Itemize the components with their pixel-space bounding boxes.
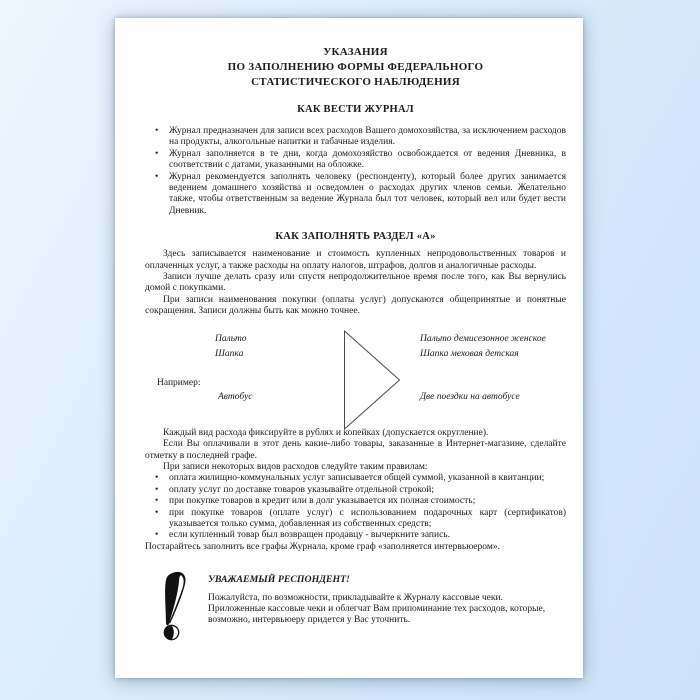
example-label: Например: [157,377,201,388]
respondent-note-body [208,571,566,627]
document-title-line: ПО ЗАПОЛНЕНИЮ ФОРМЫ ФЕДЕРАЛЬНОГО [227,61,484,73]
paragraph: Если Вы оплачивали в этот день какие-либо товары, заказанные в Интернет-магазине, сделайте отметку в последней графе. [145,439,566,461]
example-right-item: Пальто демисезонное женское [420,333,546,344]
list-item: • Журнал предназначен для записи всех расходов Вашего домохозяйства, за исключением расходов на продукты, алкогольные напитки и табачные изделия. [145,126,566,149]
rules-list [145,473,566,541]
section-a-paragraphs-after [145,428,566,474]
example-left-item: Автобус [218,391,253,402]
section-a-heading: КАК ЗАПОЛНЯТЬ РАЗДЕЛ «А» [275,231,436,243]
paragraph: Каждый вид расхода фиксируйте в рублях и копейках (допускается округление). [163,427,489,438]
document-page [115,18,583,678]
example-left-item: Пальто [215,333,247,344]
exclamation-icon [160,571,188,641]
list-item: • если купленный товар был возвращен продавцу - вычеркните запись. [145,530,566,541]
respondent-note-heading: УВАЖАЕМЫЙ РЕСПОНДЕНТ! [208,574,350,586]
paragraph: Пожалуйста, по возможности, прикладывайте к Журналу кассовые чеки. [208,592,503,603]
paragraph: Здесь записывается наименование и стоимость купленных непродовольственных товаров и оплаченных услуг, а также расходы на оплату налогов, штрафов, долгов и аналогичные расходы. [145,249,566,271]
section-a-paragraphs [145,249,566,317]
paragraph: При записи наименования покупки (оплаты услуг) допускаются общепринятые и понятные сокращения. Записи должны быть как можно точнее. [145,294,566,317]
journal-section-heading: КАК ВЕСТИ ЖУРНАЛ [297,104,414,115]
document-title [145,45,566,90]
example-arrow-icon [343,330,401,430]
list-item: • Журнал рекомендуется заполнять человеку (респонденту), который более других занимается ведением домашнего хозяйства и осведомлен о расходах других членов семьи. Желательно также, чтобы ответственным за ведение Журнала был тот человек, который вел или будет вести Дневник. [145,172,566,218]
document-title-line: УКАЗАНИЯ [323,46,388,58]
document-title-line: СТАТИСТИЧЕСКОГО НАБЛЮДЕНИЯ [251,76,460,88]
respondent-note [145,571,566,661]
rules-intro: При записи некоторых видов расходов следуйте таким правилам: [163,461,428,472]
respondent-note-paragraphs [208,593,566,627]
list-item: • Журнал заполняется в те дни, когда домохозяйство освобождается от ведения Дневника, в соответствии с датами, указанными на обложке. [145,149,566,172]
list-item: • при покупке товаров в кредит или в долг указывается их полная стоимость; [145,496,566,507]
paragraph: Записи лучше делать сразу или спустя непродолжительное время после того, как Вы вернулись домой с покупками. [145,272,566,294]
example-right-item: Две поездки на автобусе [420,391,520,402]
list-item: • оплата жилищно-коммунальных услуг записывается общей суммой, указанной в квитанции; [145,473,566,484]
list-item: • при покупке товаров (оплате услуг) с использованием подарочных карт (сертификатов) указывается только сумма, добавленная из собственных средств; [145,508,566,531]
journal-bullet-list [145,126,566,217]
paragraph: Приложенные кассовые чеки и облегчат Вам припоминание тех расходов, которые, возможно, интервьюеру придется у Вас уточнить. [208,603,546,626]
example-block [145,332,566,428]
example-right-item: Шапка меховая детская [420,348,519,359]
example-left-item: Шапка [215,348,244,359]
closing-paragraph: Постарайтесь заполнить все графы Журнала, кроме граф «заполняется интервьюером». [145,541,500,552]
list-item: • оплату услуг по доставке товаров указывайте отдельной строкой; [145,485,566,496]
